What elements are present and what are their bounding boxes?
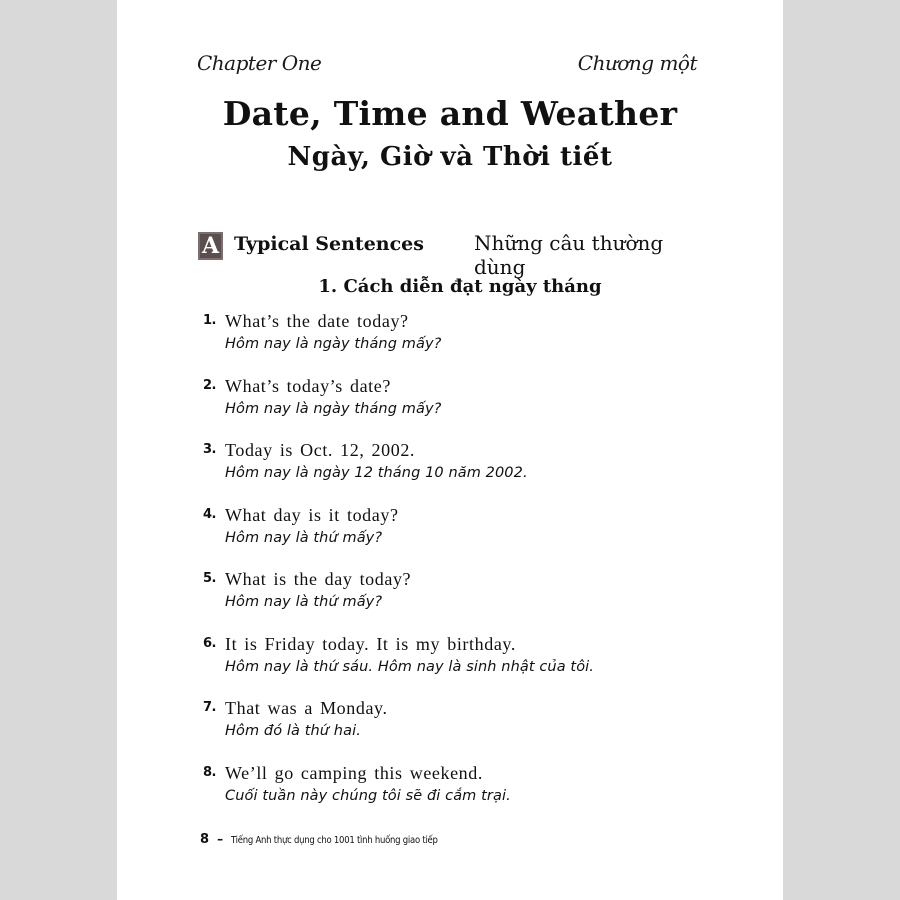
book-title: Tiếng Anh thực dụng cho 1001 tình huống giao tiếp <box>231 835 438 846</box>
sentence-en: It is Friday today. It is my birthday. <box>225 633 516 654</box>
sentence-number: 5. <box>203 571 216 586</box>
sentence-item <box>203 698 763 763</box>
sentence-vi: Hôm nay là ngày tháng mấy? <box>225 400 442 417</box>
sentence-en: Today is Oct. 12, 2002. <box>225 440 416 460</box>
chapter-title-vi: Ngày, Giờ và Thời tiết <box>287 142 613 172</box>
chapter-title-en: Date, Time and Weather <box>222 94 678 133</box>
sentence-vi: Cuối tuần này chúng tôi sẽ đi cắm trại. <box>225 787 511 804</box>
sentence-number: 8. <box>203 764 216 780</box>
section-title-en: Typical Sentences <box>234 233 424 255</box>
section-letter-badge: A <box>198 232 223 260</box>
chapter-label-en: Chapter One <box>197 51 322 75</box>
sentence-en: What’s the date today? <box>225 311 409 331</box>
sentence-vi: Hôm nay là thứ sáu. Hôm nay là sinh nhật của tôi. <box>225 658 594 675</box>
sentence-en: What day is it today? <box>225 504 399 525</box>
sentence-item <box>203 634 763 699</box>
sentence-en: That was a Monday. <box>225 698 388 718</box>
sentence-list <box>203 311 763 827</box>
subsection-title: 1. Cách diễn đạt ngày tháng <box>318 276 602 297</box>
book-page <box>117 0 783 900</box>
sentence-vi: Hôm nay là thứ mấy? <box>225 529 383 546</box>
sentence-number: 3. <box>203 442 216 457</box>
sentence-number: 1. <box>203 313 216 328</box>
footer-dash: – <box>217 832 224 846</box>
sentence-number: 2. <box>203 377 216 393</box>
page-number: 8 <box>200 832 210 847</box>
sentence-en: What’s today’s date? <box>225 375 391 396</box>
section-title-vi: Những câu thường dùng <box>474 231 664 279</box>
sentence-vi: Hôm nay là thứ mấy? <box>225 594 383 610</box>
sentence-en: We’ll go camping this weekend. <box>225 762 483 783</box>
sentence-number: 6. <box>203 635 216 651</box>
sentence-vi: Hôm nay là ngày 12 tháng 10 năm 2002. <box>225 465 528 481</box>
sentence-number: 7. <box>203 700 216 715</box>
sentence-item <box>203 505 763 570</box>
sentence-vi: Hôm đó là thứ hai. <box>225 723 361 739</box>
sentence-item <box>203 763 763 828</box>
sentence-item <box>203 311 763 376</box>
page-footer <box>200 828 474 847</box>
sentence-vi: Hôm nay là ngày tháng mấy? <box>225 336 442 352</box>
sentence-item <box>203 440 763 505</box>
sentence-number: 4. <box>203 506 216 522</box>
section-header <box>198 230 718 279</box>
sentence-en: What is the day today? <box>225 569 412 589</box>
sentence-item <box>203 376 763 441</box>
chapter-label-vi: Chương một <box>577 51 697 75</box>
sentence-item <box>203 569 763 634</box>
